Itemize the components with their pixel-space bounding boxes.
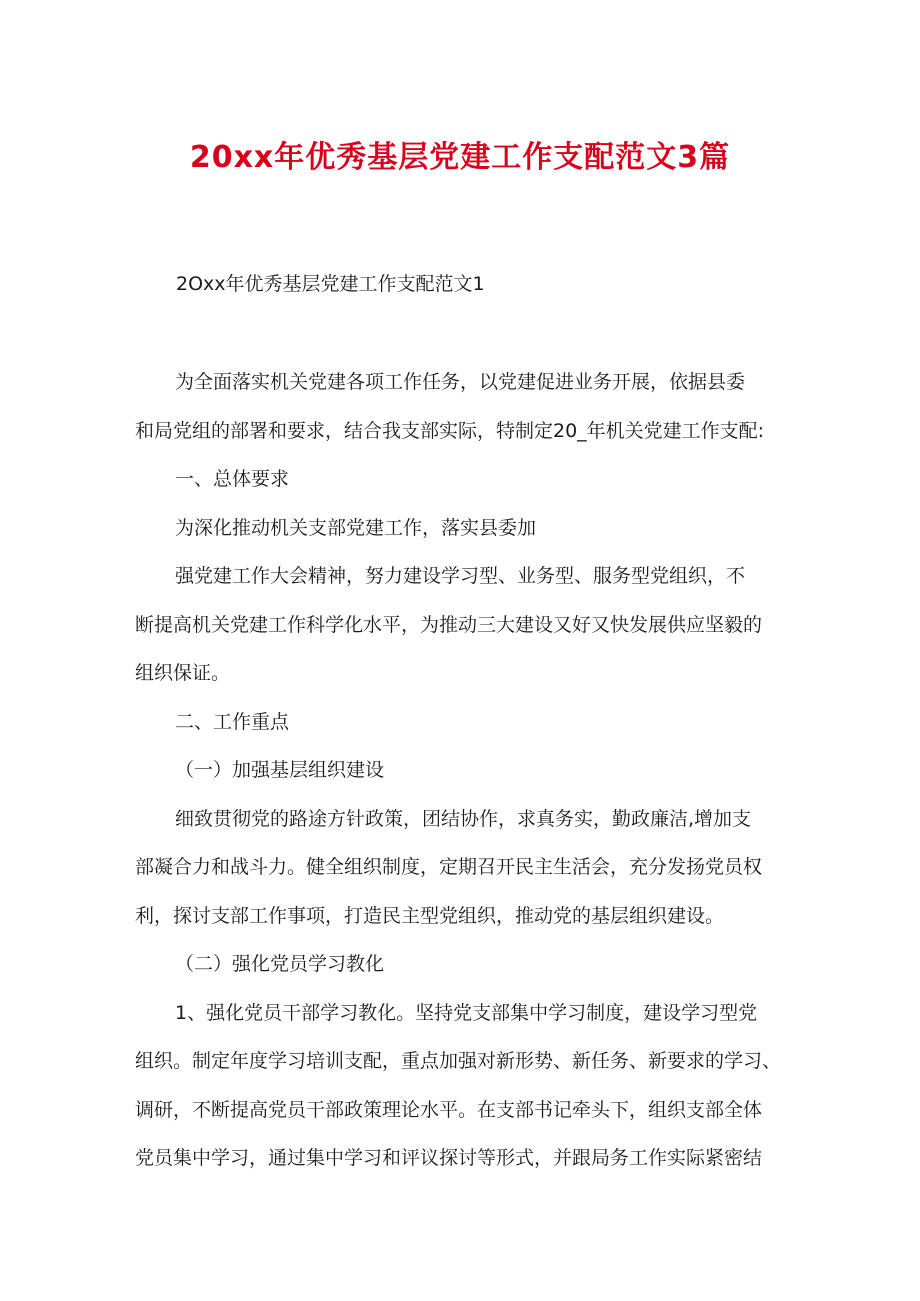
text-line: 断提高机关党建工作科学化水平，为推动三大建设又好又快发展供应坚毅的: [135, 613, 763, 636]
text-line: 调研，不断提高党员干部政策理论水平。在支部书记牵头下，组织支部全体: [135, 1098, 763, 1121]
text-line: （二）强化党员学习教化: [175, 953, 385, 975]
text-line: 强党建工作大会精神，努力建设学习型、业务型、服务型党组织，不: [175, 565, 746, 587]
section-heading-general: [135, 455, 790, 504]
text-line: 组织保证。: [135, 662, 231, 684]
subsection-heading-2: [135, 940, 790, 989]
text-line: 1、强化党员干部学习教化。坚持党支部集中学习制度，建设学习型党: [175, 1001, 758, 1024]
text-line: 部凝合力和战斗力。健全组织制度，定期召开民主生活会，充分发扬党员权: [135, 856, 763, 878]
text-line: 为全面落实机关党建各项工作任务，以党建促进业务开展，依据县委: [175, 371, 746, 393]
paragraph-general-1: [135, 504, 790, 553]
document-subtitle: 2Oxx年优秀基层党建工作支配范文1: [176, 273, 485, 295]
paragraph-education: [135, 989, 790, 1183]
document-body: [135, 358, 790, 1183]
text-line: 为深化推动机关支部党建工作，落实县委加: [175, 516, 537, 539]
section-heading-focus: [135, 698, 790, 747]
paragraph-general-2: [135, 552, 790, 698]
text-line: （一）加强基层组织建设: [175, 759, 385, 781]
text-line: 二、工作重点: [175, 710, 290, 733]
text-line: 和局党组的部署和要求，结合我支部实际，特制定20_年机关党建工作支配:: [135, 419, 765, 442]
document-title: 20xx年优秀基层党建工作支配范文3篇: [189, 140, 731, 175]
text-line: 一、总体要求: [175, 468, 290, 490]
text-line: 党员集中学习，通过集中学习和评议探讨等形式，并跟局务工作实际紧密结: [135, 1147, 763, 1169]
text-line: 组织。制定年度学习培训支配，重点加强对新形势、新任务、新要求的学习、: [135, 1050, 782, 1072]
paragraph-organization: [135, 795, 790, 941]
text-line: 利，探讨支部工作事项，打造民主型党组织，推动党的基层组织建设。: [135, 904, 725, 927]
paragraph-intro: [135, 358, 790, 455]
subsection-heading-1: [135, 746, 790, 795]
text-line: 细致贯彻党的路途方针政策，团结协作，求真务实，勤政廉洁,增加支: [175, 807, 752, 830]
